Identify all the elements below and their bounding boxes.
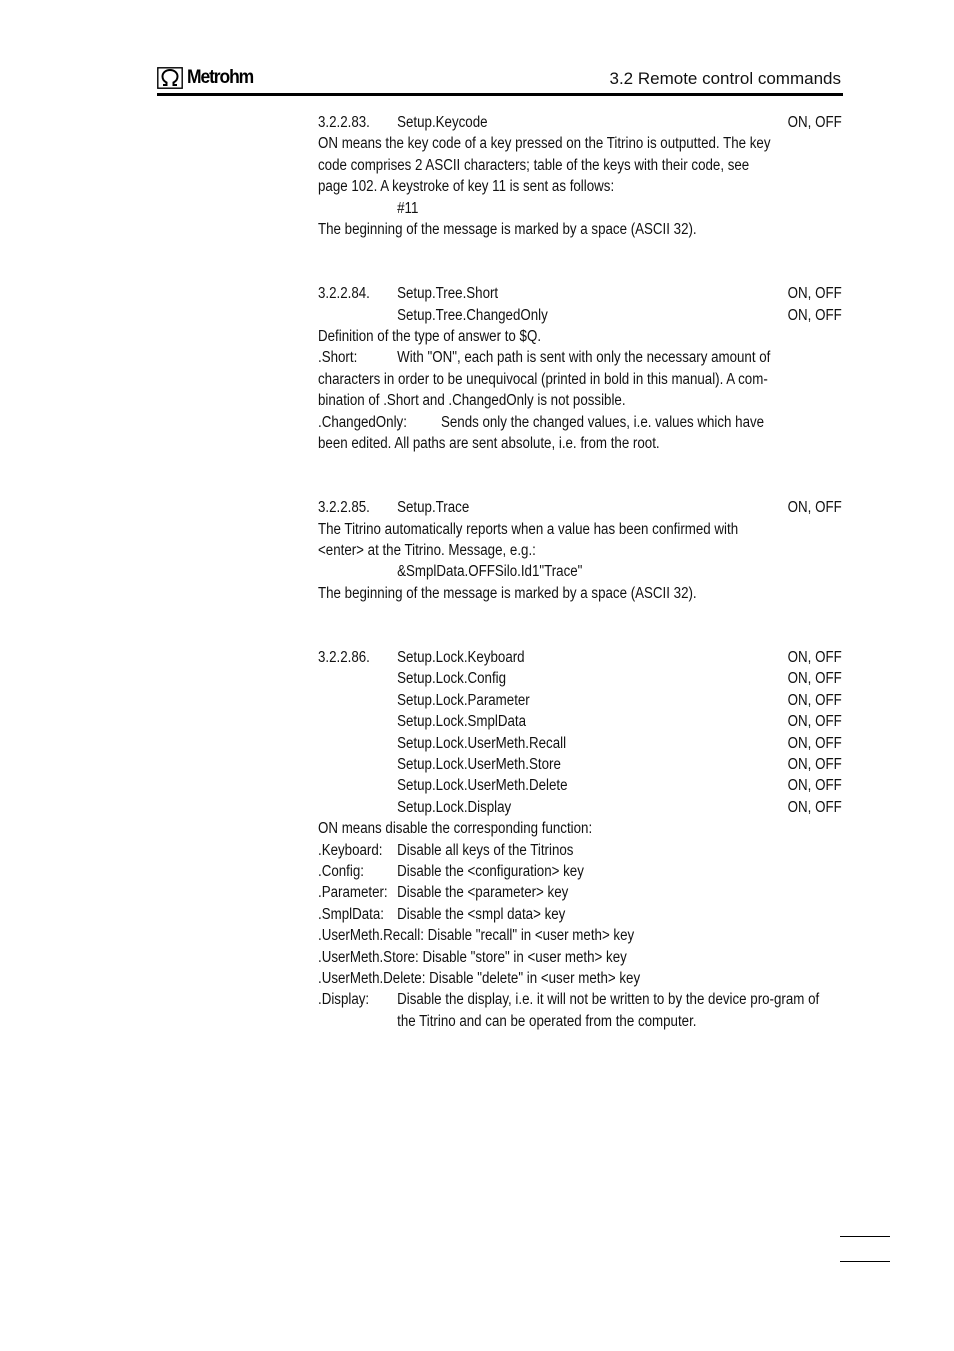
section-number: 3.2.2.83. [318, 114, 370, 131]
definition-text: Disable the <parameter> key [397, 884, 569, 902]
definition-smpldata [318, 904, 842, 925]
definition-changedonly [318, 412, 842, 433]
definition-term: .Keyboard: [318, 841, 383, 859]
command-values: ON, OFF [787, 713, 842, 731]
command-values: ON, OFF [787, 499, 842, 517]
command-values: ON, OFF [787, 798, 842, 816]
definition-term: .Display: [318, 991, 370, 1009]
definition-usermeth-delete: .UserMeth.Delete: Disable "delete" in <user meth> key [318, 970, 641, 988]
command-name: Setup.Lock.Keyboard [397, 649, 525, 667]
description-line: The beginning of the message is marked by a space (ASCII 32). [318, 221, 697, 239]
definition-usermeth-store: .UserMeth.Store: Disable "store" in <user meth> key [318, 948, 627, 966]
page-header [157, 66, 843, 96]
definition-parameter [318, 882, 842, 903]
command-row [318, 733, 842, 754]
section-tree [318, 283, 842, 454]
logo-wordmark: Metrohm [187, 67, 254, 88]
definition-usermeth-recall: .UserMeth.Recall: Disable "recall" in <user meth> key [318, 927, 635, 945]
definition-term: .Short: [318, 349, 358, 367]
definition-short [318, 347, 842, 368]
description-line: characters in order to be unequivocal (printed in bold in this manual). A com- [318, 370, 768, 388]
command-name: Setup.Tree.ChangedOnly [397, 306, 548, 324]
command-row [318, 690, 842, 711]
section-number: 3.2.2.86. [318, 649, 370, 667]
command-row [318, 283, 842, 304]
description-line: The Titrino automatically reports when a value has been confirmed with [318, 520, 739, 538]
command-values: ON, OFF [787, 114, 842, 131]
example-message: &SmplData.OFFSilo.Id1"Trace" [397, 563, 583, 581]
command-row [318, 497, 842, 518]
description-line: been edited. All paths are sent absolute, i.e. from the root. [318, 435, 660, 453]
description-line: bination of .Short and .ChangedOnly is not possible. [318, 392, 626, 410]
example-message: #11 [397, 199, 419, 217]
command-values: ON, OFF [787, 285, 842, 303]
command-name: Setup.Lock.Config [397, 670, 507, 688]
definition-config [318, 861, 842, 882]
definition-term: .SmplData: [318, 905, 384, 923]
definition-term: .ChangedOnly: [318, 413, 407, 431]
command-name: Setup.Lock.UserMeth.Delete [397, 777, 568, 795]
section-trace [318, 497, 842, 604]
description-line: <enter> at the Titrino. Message, e.g.: [318, 542, 536, 560]
command-name: Setup.Lock.Parameter [397, 691, 530, 709]
command-name: Setup.Tree.Short [397, 285, 499, 303]
command-row [318, 647, 842, 668]
command-values: ON, OFF [787, 777, 842, 795]
command-name: Setup.Keycode [397, 114, 488, 131]
command-name: Setup.Lock.UserMeth.Recall [397, 734, 567, 752]
description-line: page 102. A keystroke of key 11 is sent as follows: [318, 178, 615, 196]
definition-text: Sends only the changed values, i.e. values which have [440, 413, 765, 431]
footer-rule-top [840, 1236, 890, 1237]
metrohm-omega-icon [157, 67, 183, 89]
command-name: Setup.Lock.UserMeth.Store [397, 756, 561, 773]
definition-text: Disable all keys of the Titrinos [397, 841, 574, 859]
command-row [318, 797, 842, 818]
command-values: ON, OFF [787, 670, 842, 688]
command-name: Setup.Trace [397, 499, 470, 517]
definition-term: .Config: [318, 862, 364, 880]
command-row [318, 112, 842, 133]
command-values: ON, OFF [787, 306, 842, 324]
command-values: ON, OFF [787, 691, 842, 709]
definition-term: .Parameter: [318, 884, 388, 902]
command-row [318, 711, 842, 732]
command-name: Setup.Lock.Display [397, 798, 512, 816]
command-row [318, 305, 842, 326]
running-header-title: 3.2 Remote control commands [609, 69, 841, 88]
command-row [318, 754, 842, 775]
description-line: ON means disable the corresponding function: [318, 820, 593, 838]
definition-display [318, 989, 842, 1032]
header-rule [157, 93, 843, 96]
command-values: ON, OFF [787, 649, 842, 667]
section-number: 3.2.2.85. [318, 499, 370, 517]
description-line: Definition of the type of answer to $Q. [318, 328, 542, 345]
command-name: Setup.Lock.SmplData [397, 713, 527, 731]
command-row [318, 775, 842, 796]
description-line: The beginning of the message is marked by a space (ASCII 32). [318, 584, 697, 602]
page-body [318, 112, 842, 1032]
command-values: ON, OFF [787, 756, 842, 773]
section-number: 3.2.2.84. [318, 285, 370, 303]
definition-text: Disable the display, i.e. it will not be written to by the device pro-gram of the Titrino and can be operated from the computer. [397, 991, 820, 1030]
section-keycode [318, 112, 842, 240]
metrohm-logo [157, 66, 259, 90]
command-row [318, 668, 842, 689]
command-values: ON, OFF [787, 734, 842, 752]
section-lock [318, 647, 842, 1032]
definition-text: With "ON", each path is sent with only the necessary amount of [397, 349, 771, 367]
definition-keyboard [318, 840, 842, 861]
footer-rule-bottom [840, 1261, 890, 1262]
description-line: ON means the key code of a key pressed on the Titrino is outputted. The key [318, 135, 771, 153]
definition-text: Disable the <smpl data> key [397, 905, 566, 923]
definition-text: Disable the <configuration> key [397, 862, 584, 880]
description-line: code comprises 2 ASCII characters; table of the keys with their code, see [318, 156, 750, 174]
